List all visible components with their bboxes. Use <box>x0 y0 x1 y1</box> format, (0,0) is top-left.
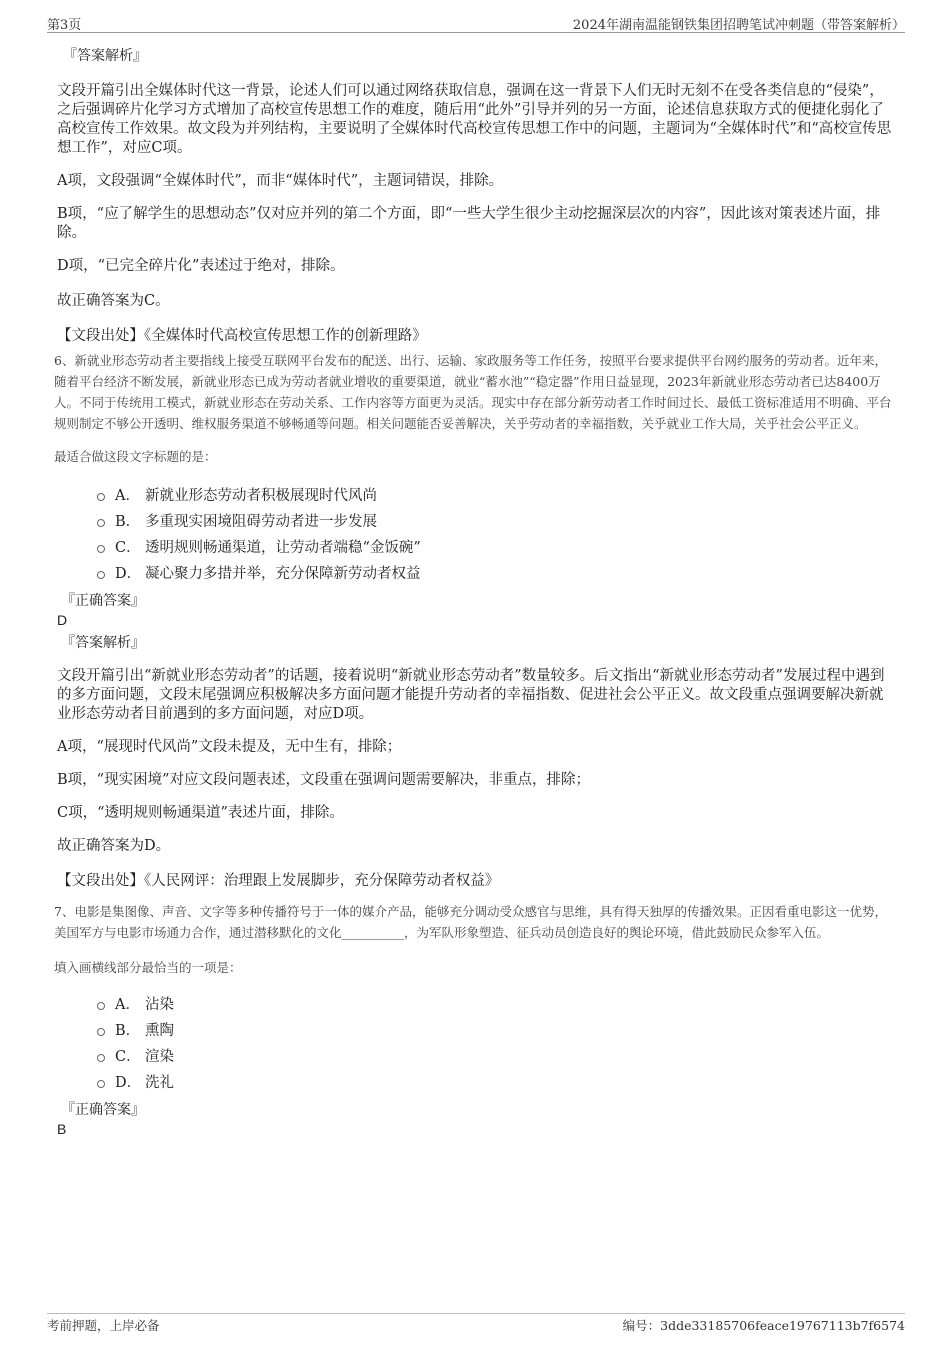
document-body <box>54 46 895 1138</box>
radio-icon[interactable] <box>97 1080 105 1088</box>
q6-source: 【文段出处】《人民网评：治理跟上发展脚步，充分保障劳动者权益》 <box>57 873 500 889</box>
q7-answer-value: B <box>57 1121 67 1137</box>
q7-stem-after: ，为军队形象塑造、征兵动员创造良好的舆论环境，借此鼓励民众参军入伍。 <box>404 925 830 940</box>
q6-prompt: 最适合做这段文字标题的是： <box>54 449 217 464</box>
option-text: 渲染 <box>145 1049 174 1065</box>
option-text: 新就业形态劳动者积极展现时代风尚 <box>145 488 377 504</box>
q6-analysis-paragraph: 文段开篇引出“新就业形态劳动者”的话题，接着说明“新就业形态劳动者”数量较多。后文指出“新就业形态劳动者”发展过程中遇到的多方面问题，文段末尾强调应积极解决多方面问题才能提升劳动者的幸福指数、促进社会公平正义。故文段重点强调要解决新就业形态劳动者目前遇到的多方面问题，对应D项。 <box>57 668 885 722</box>
radio-icon[interactable] <box>97 1054 105 1062</box>
q5-source: 【文段出处】《全媒体时代高校宣传思想工作的创新理路》 <box>57 328 427 344</box>
q5-conclusion: 故正确答案为C。 <box>57 293 170 309</box>
option-text: 熏陶 <box>145 1023 174 1039</box>
q6-stem: 6、新就业形态劳动者主要指线上接受互联网平台发布的配送、出行、运输、家政服务等工作任务，按照平台要求提供平台网约服务的劳动者。近年来，随着平台经济不断发展，新就业形态已成为劳动者就业增收的重要渠道，就业“蓄水池”“稳定器”作用日益显现，2023年新就业形态劳动者已达8400万人。不同于传统用工模式，新就业形态在劳动关系、工作内容等方面更为灵活。现实中存在部分新劳动者工作时间过长、最低工资标准适用不明确、平台规则制定不够公开透明、维权服务渠道不够畅通等问题。相关问题能否妥善解决，关乎劳动者的幸福指数，关乎就业工作大局，关乎社会公平正义。 <box>54 353 892 431</box>
q6-options <box>97 483 895 587</box>
document-title: 2024年湖南温能钢铁集团招聘笔试冲刺题（带答案解析） <box>572 18 905 33</box>
q7-option-b[interactable] <box>97 1018 895 1044</box>
option-text: 透明规则畅通渠道，让劳动者端稳“金饭碗” <box>145 540 421 556</box>
option-text: 多重现实困境阻碍劳动者进一步发展 <box>145 514 377 530</box>
q6-analysis-label: 『答案解析』 <box>61 635 145 651</box>
q6-conclusion: 故正确答案为D。 <box>57 838 171 854</box>
q6-option-c[interactable] <box>97 535 895 561</box>
option-letter: A． <box>115 488 140 504</box>
q7-option-a[interactable] <box>97 992 895 1018</box>
q6-answer-value: D <box>57 612 68 628</box>
option-letter: A． <box>115 997 140 1013</box>
option-text: 洗礼 <box>145 1075 174 1091</box>
q7-answer-label: 『正确答案』 <box>61 1102 145 1118</box>
q7-prompt: 填入画横线部分最恰当的一项是： <box>54 960 242 975</box>
radio-icon[interactable] <box>97 493 105 501</box>
document-code: 编号：3dde33185706feace19767113b7f6574 <box>622 1318 905 1333</box>
page-footer <box>47 1313 905 1338</box>
option-letter: D． <box>115 1075 142 1091</box>
q5-analysis-option-b: B项，“应了解学生的思想动态”仅对应并列的第二个方面，即“一些大学生很少主动挖掘深层次的内容”，因此该对策表述片面，排除。 <box>57 206 881 241</box>
q5-analysis-option-a: A项，文段强调“全媒体时代”，而非“媒体时代”，主题词错误，排除。 <box>57 173 504 189</box>
radio-icon[interactable] <box>97 1002 105 1010</box>
page-header <box>47 12 905 33</box>
q7-stem-before: 7、电影是集图像、声音、文字等多种传播符号于一体的媒介产品，能够充分调动受众感官与思维，具有得天独厚的传播效果。正因看重电影这一优势，美国军方与电影市场通力合作，通过潜移默化的文化 <box>54 904 887 940</box>
q6-answer-label: 『正确答案』 <box>61 593 145 609</box>
q7-option-c[interactable] <box>97 1044 895 1070</box>
footer-slogan: 考前押题，上岸必备 <box>47 1318 160 1333</box>
option-letter: D． <box>115 566 142 582</box>
q6-analysis-option-b: B项，“现实困境”对应文段问题表述，文段重在强调问题需要解决，非重点，排除； <box>57 772 590 788</box>
q7-stem <box>54 901 895 943</box>
radio-icon[interactable] <box>97 519 105 527</box>
q6-analysis-option-a: A项，“展现时代风尚”文段未提及，无中生有，排除； <box>57 739 402 755</box>
radio-icon[interactable] <box>97 1028 105 1036</box>
radio-icon[interactable] <box>97 571 105 579</box>
q5-analysis-paragraph: 文段开篇引出全媒体时代这一背景，论述人们可以通过网络获取信息，强调在这一背景下人们无时无刻不在受各类信息的“侵染”，之后强调碎片化学习方式增加了高校宣传思想工作的难度，随后用“此外”引导并列的另一方面，论述信息获取方式的便捷化弱化了高校宣传工作效果。故文段为并列结构，主要说明了全媒体时代高校宣传思想工作中的问题，主题词为“全媒体时代”和“高校宣传思想工作”，对应C项。 <box>57 83 892 156</box>
q6-option-d[interactable] <box>97 561 895 587</box>
radio-icon[interactable] <box>97 545 105 553</box>
q5-analysis-label: 『答案解析』 <box>63 48 147 64</box>
q7-option-d[interactable] <box>97 1070 895 1096</box>
option-letter: B． <box>115 514 141 530</box>
option-text: 凝心聚力多措并举，充分保障新劳动者权益 <box>145 566 421 582</box>
q6-option-a[interactable] <box>97 483 895 509</box>
q5-analysis-option-d: D项，“已完全碎片化”表述过于绝对，排除。 <box>57 258 345 274</box>
option-letter: C． <box>115 540 141 556</box>
page-number: 第3页 <box>47 18 82 33</box>
q6-analysis-option-c: C项，“透明规则畅通渠道”表述片面，排除。 <box>57 805 344 821</box>
option-letter: C． <box>115 1049 141 1065</box>
q6-option-b[interactable] <box>97 509 895 535</box>
option-letter: B． <box>115 1023 141 1039</box>
q7-blank: __________ <box>341 925 405 940</box>
q7-options <box>97 992 895 1096</box>
option-text: 沾染 <box>145 997 174 1013</box>
